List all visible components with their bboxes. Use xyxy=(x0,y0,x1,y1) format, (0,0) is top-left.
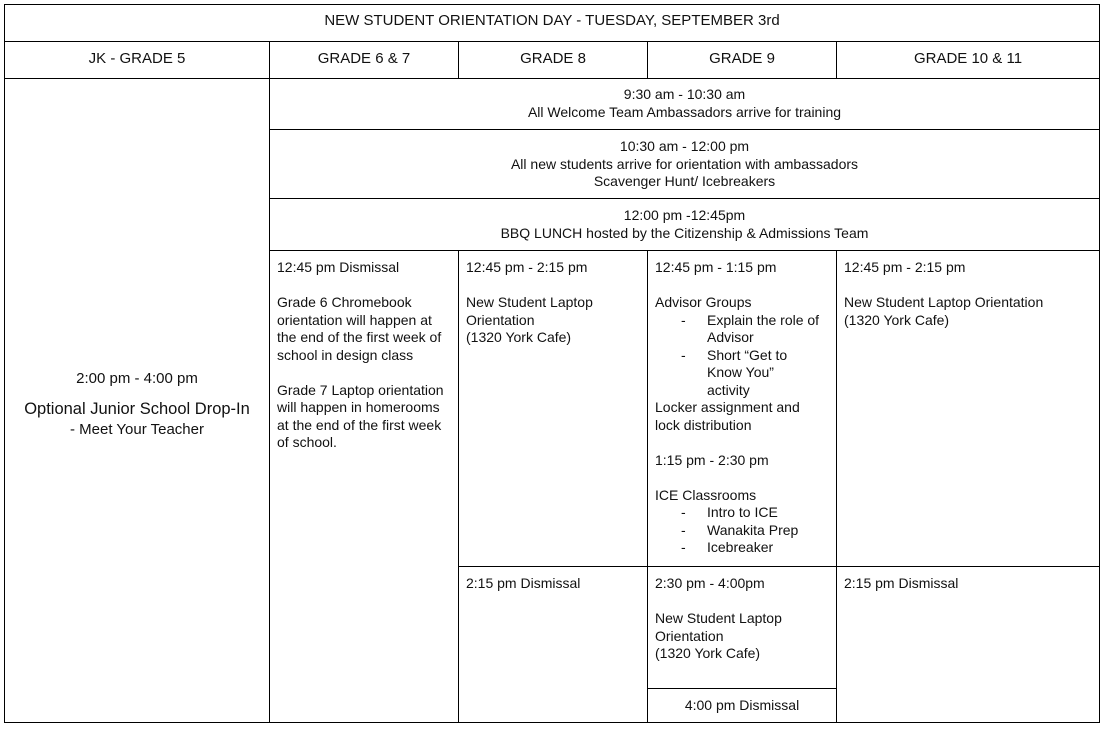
g8-location: (1320 York Cafe) xyxy=(466,329,572,345)
g1011-time: 12:45 pm - 2:15 pm xyxy=(844,259,966,275)
header-grade9: GRADE 9 xyxy=(709,50,775,67)
g9-afternoon-cell xyxy=(655,575,833,663)
grade8-cell xyxy=(466,259,642,347)
arrival-text2: Scavenger Hunt/ Icebreakers xyxy=(593,173,776,189)
grid-line xyxy=(647,688,836,689)
g67-grade7-note: Grade 7 Laptop orientation will happen in homerooms at the end of the first week of school. xyxy=(277,381,444,450)
g9-ice-list xyxy=(655,504,833,557)
grade6-7-cell xyxy=(277,259,453,452)
g9-location: (1320 York Cafe) xyxy=(655,645,761,661)
g1011-location: (1320 York Cafe) xyxy=(844,311,950,328)
junior-title: Optional Junior School Drop-In xyxy=(24,400,250,418)
junior-time: 2:00 pm - 4:00 pm xyxy=(76,370,198,387)
g67-grade6-note: Grade 6 Chromebook orientation will happen at the end of the first week of school in design class xyxy=(277,294,442,363)
g8-time: 12:45 pm - 2:15 pm xyxy=(466,259,588,275)
g9-dismissal: 4:00 pm Dismissal xyxy=(684,697,800,713)
grid-line xyxy=(4,78,1100,79)
header-grade10-11: GRADE 10 & 11 xyxy=(913,50,1023,67)
grid-line xyxy=(4,41,1100,42)
arrival-text: All new students arrive for orientation with ambassadors xyxy=(510,155,859,172)
g9-advisor-list xyxy=(655,312,833,400)
g9-time2: 1:15 pm - 2:30 pm xyxy=(655,451,769,468)
g8-laptop-line2: Orientation xyxy=(466,311,535,328)
g9-locker: Locker assignment and lock distribution xyxy=(655,399,800,433)
g9-time: 12:45 pm - 1:15 pm xyxy=(655,259,777,275)
junior-subtitle: - Meet Your Teacher xyxy=(70,421,204,438)
g9-laptop-line1: New Student Laptop xyxy=(655,610,782,626)
grade9-cell xyxy=(655,259,833,557)
g8-dismissal: 2:15 pm Dismissal xyxy=(466,575,581,591)
arrival-time: 10:30 am - 12:00 pm xyxy=(619,138,750,154)
grid-line xyxy=(1099,4,1100,723)
grid-line xyxy=(458,566,1100,567)
lunch-text: BBQ LUNCH hosted by the Citizenship & Admissions Team xyxy=(500,224,869,241)
g1011-laptop: New Student Laptop Orientation xyxy=(844,294,1044,310)
list-item: - Explain the role of Advisor xyxy=(681,311,820,345)
welcome-text: All Welcome Team Ambassadors arrive for training xyxy=(527,103,842,120)
list-item: - Intro to ICE xyxy=(681,504,778,520)
grid-line xyxy=(269,198,1100,199)
grid-line xyxy=(4,722,1100,723)
grade10-11-cell xyxy=(844,259,1096,329)
list-item: - Wanakita Prep xyxy=(681,521,799,538)
arrival-row xyxy=(270,138,1099,191)
g9-time3: 2:30 pm - 4:00pm xyxy=(655,575,765,591)
g67-dismissal: 12:45 pm Dismissal xyxy=(277,259,400,275)
list-item: - Short “Get to Know You” activity xyxy=(681,346,788,398)
g1011-dismissal: 2:15 pm Dismissal xyxy=(844,575,959,591)
list-item: - Icebreaker xyxy=(681,539,774,555)
grid-line xyxy=(269,129,1100,130)
junior-school-cell xyxy=(5,368,269,439)
grid-line xyxy=(647,250,648,723)
welcome-row xyxy=(270,86,1099,121)
grid-line xyxy=(4,4,1100,5)
g9-advisor: Advisor Groups xyxy=(655,294,752,310)
g9-laptop-line2: Orientation xyxy=(655,627,724,644)
grid-line xyxy=(458,250,459,723)
lunch-time: 12:00 pm -12:45pm xyxy=(623,207,746,223)
schedule-title: NEW STUDENT ORIENTATION DAY - TUESDAY, SEPTEMBER 3rd xyxy=(324,12,780,29)
g9-ice: ICE Classrooms xyxy=(655,486,757,503)
welcome-time: 9:30 am - 10:30 am xyxy=(623,86,746,102)
header-jk-grade5: JK - GRADE 5 xyxy=(88,50,186,67)
grid-line xyxy=(836,250,837,723)
header-grade6-7: GRADE 6 & 7 xyxy=(317,50,411,67)
lunch-row xyxy=(270,207,1099,242)
grid-line xyxy=(269,250,1100,251)
g8-laptop-line1: New Student Laptop xyxy=(466,294,593,310)
grid-line xyxy=(4,4,5,723)
header-grade8: GRADE 8 xyxy=(520,50,586,67)
